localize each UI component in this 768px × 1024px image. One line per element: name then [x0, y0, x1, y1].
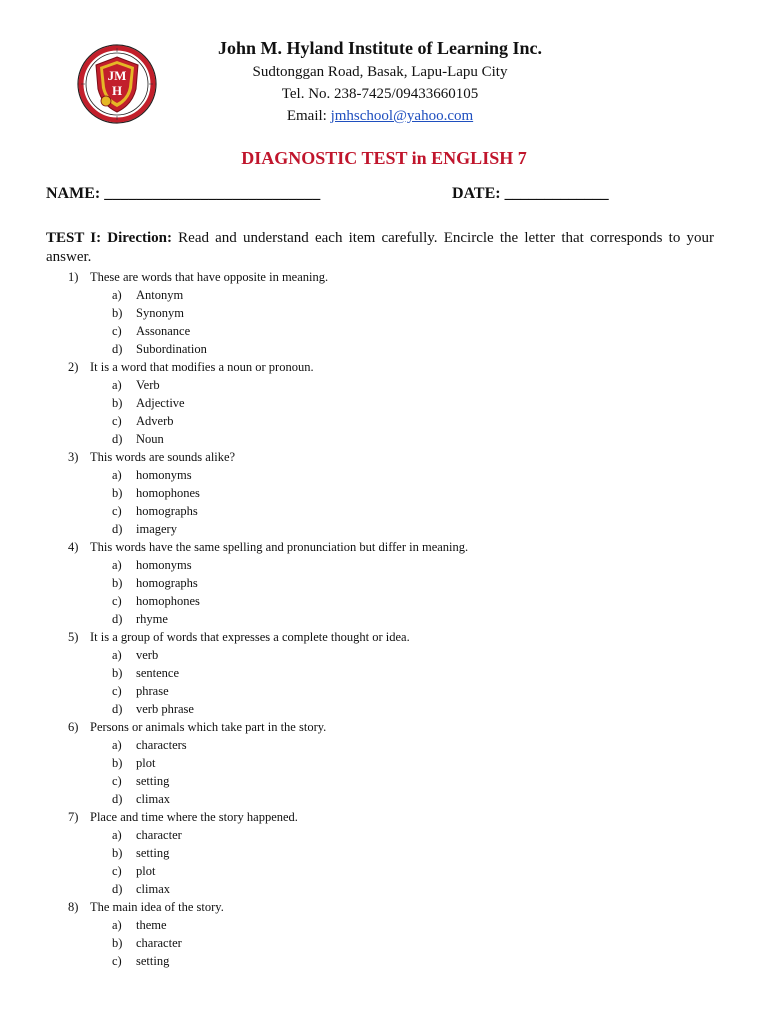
answer-option[interactable] [0, 412, 768, 430]
option-letter[interactable]: a) [112, 288, 122, 302]
question-number: 3) [68, 450, 79, 464]
option-letter[interactable]: c) [112, 594, 122, 608]
question-line [0, 358, 768, 376]
question-line [0, 808, 768, 826]
answer-option[interactable] [0, 754, 768, 772]
option-letter[interactable]: a) [112, 918, 122, 932]
option-text: plot [136, 756, 156, 770]
answer-option[interactable] [0, 520, 768, 538]
option-text: homographs [136, 504, 198, 518]
option-letter[interactable]: c) [112, 864, 122, 878]
option-letter[interactable]: b) [112, 306, 123, 320]
answer-option[interactable] [0, 880, 768, 898]
option-letter[interactable]: a) [112, 738, 122, 752]
option-letter[interactable]: c) [112, 954, 122, 968]
option-text: setting [136, 774, 170, 788]
option-letter[interactable]: b) [112, 486, 123, 500]
option-letter[interactable]: c) [112, 504, 122, 518]
question-number: 6) [68, 720, 79, 734]
option-text: setting [136, 954, 170, 968]
option-text: setting [136, 846, 170, 860]
question-number: 7) [68, 810, 79, 824]
question-item [0, 808, 768, 898]
answer-option[interactable] [0, 394, 768, 412]
option-text: character [136, 936, 182, 950]
school-logo [76, 43, 158, 125]
option-letter[interactable]: a) [112, 378, 122, 392]
option-letter[interactable]: b) [112, 846, 123, 860]
answer-option[interactable] [0, 340, 768, 358]
question-item [0, 358, 768, 448]
option-text: homographs [136, 576, 198, 590]
option-letter[interactable]: d) [112, 342, 123, 356]
direction-lead: TEST I: Direction: [46, 230, 172, 246]
answer-option[interactable] [0, 286, 768, 304]
question-text: Persons or animals which take part in the story. [90, 720, 327, 734]
option-text: homophones [136, 594, 200, 608]
option-text: Assonance [136, 324, 191, 338]
question-line [0, 898, 768, 916]
answer-option[interactable] [0, 376, 768, 394]
option-text: climax [136, 792, 171, 806]
option-text: phrase [136, 684, 169, 698]
option-letter[interactable]: a) [112, 468, 122, 482]
answer-option[interactable] [0, 430, 768, 448]
option-letter[interactable]: d) [112, 882, 123, 896]
option-text: Antonym [136, 288, 184, 302]
option-text: character [136, 828, 182, 842]
question-item [0, 538, 768, 628]
option-text: theme [136, 918, 167, 932]
question-item [0, 628, 768, 718]
date-field[interactable]: DATE: _____________ [452, 185, 609, 202]
answer-option[interactable] [0, 952, 768, 970]
question-item [0, 268, 768, 358]
option-text: characters [136, 738, 187, 752]
answer-option[interactable] [0, 646, 768, 664]
answer-option[interactable] [0, 700, 768, 718]
answer-option[interactable] [0, 664, 768, 682]
answer-option[interactable] [0, 862, 768, 880]
option-letter[interactable]: b) [112, 666, 123, 680]
answer-option[interactable] [0, 556, 768, 574]
question-item [0, 898, 768, 970]
option-letter[interactable]: c) [112, 774, 122, 788]
school-telephone: Tel. No. 238-7425/09433660105 [281, 86, 479, 102]
option-letter[interactable]: d) [112, 792, 123, 806]
option-letter[interactable]: d) [112, 612, 123, 626]
school-address: Sudtonggan Road, Basak, Lapu-Lapu City [252, 64, 508, 80]
option-letter[interactable]: a) [112, 828, 122, 842]
question-text: It is a word that modifies a noun or pronoun. [90, 360, 314, 374]
option-text: Verb [136, 378, 160, 392]
question-number: 4) [68, 540, 79, 554]
question-text: It is a group of words that expresses a complete thought or idea. [90, 630, 410, 644]
option-text: homophones [136, 486, 200, 500]
answer-option[interactable] [0, 790, 768, 808]
option-letter[interactable]: a) [112, 558, 122, 572]
option-letter[interactable]: b) [112, 936, 123, 950]
question-text: These are words that have opposite in meaning. [90, 270, 329, 284]
option-text: verb [136, 648, 159, 662]
answer-option[interactable] [0, 844, 768, 862]
question-line [0, 268, 768, 286]
question-list [0, 268, 768, 970]
answer-option[interactable] [0, 484, 768, 502]
answer-option[interactable] [0, 826, 768, 844]
option-text: homonyms [136, 468, 192, 482]
option-letter[interactable]: a) [112, 648, 122, 662]
question-text: This words are sounds alike? [90, 450, 236, 464]
logo-initials-top: JM [107, 68, 127, 83]
email-link[interactable]: jmhschool@yahoo.com [330, 108, 474, 124]
option-letter[interactable]: d) [112, 702, 123, 716]
answer-option[interactable] [0, 916, 768, 934]
answer-option[interactable] [0, 736, 768, 754]
answer-option[interactable] [0, 592, 768, 610]
question-line [0, 718, 768, 736]
answer-option[interactable] [0, 502, 768, 520]
name-field[interactable]: NAME: ___________________________ [46, 185, 321, 202]
option-text: Synonym [136, 306, 184, 320]
answer-option[interactable] [0, 466, 768, 484]
question-text: This words have the same spelling and pronunciation but differ in meaning. [90, 540, 469, 554]
answer-option[interactable] [0, 610, 768, 628]
test-direction [46, 229, 714, 267]
question-text: The main idea of the story. [90, 900, 224, 914]
answer-option[interactable] [0, 304, 768, 322]
option-text: homonyms [136, 558, 192, 572]
answer-option[interactable] [0, 682, 768, 700]
option-letter[interactable]: c) [112, 414, 122, 428]
question-item [0, 718, 768, 808]
question-line [0, 538, 768, 556]
option-text: Adjective [136, 396, 185, 410]
test-title: DIAGNOSTIC TEST in ENGLISH 7 [241, 148, 527, 168]
option-letter[interactable]: b) [112, 396, 123, 410]
answer-option[interactable] [0, 574, 768, 592]
option-letter[interactable]: d) [112, 432, 123, 446]
option-text: climax [136, 882, 171, 896]
question-number: 1) [68, 270, 79, 284]
option-letter[interactable]: b) [112, 756, 123, 770]
school-name: John M. Hyland Institute of Learning Inc. [217, 38, 543, 58]
option-text: imagery [136, 522, 177, 536]
option-text: verb phrase [136, 702, 194, 716]
answer-option[interactable] [0, 322, 768, 340]
email-label: Email: [286, 108, 331, 124]
question-text: Place and time where the story happened. [90, 810, 298, 824]
option-letter[interactable]: c) [112, 324, 122, 338]
question-number: 8) [68, 900, 79, 914]
option-text: rhyme [136, 612, 168, 626]
option-letter[interactable]: c) [112, 684, 122, 698]
option-text: plot [136, 864, 156, 878]
question-line [0, 448, 768, 466]
option-text: Adverb [136, 414, 174, 428]
question-item [0, 448, 768, 538]
question-line [0, 628, 768, 646]
logo-initials-bottom: H [111, 83, 123, 98]
question-number: 5) [68, 630, 79, 644]
answer-option[interactable] [0, 934, 768, 952]
option-text: Subordination [136, 342, 207, 356]
option-letter[interactable]: d) [112, 522, 123, 536]
question-number: 2) [68, 360, 79, 374]
school-email-line [160, 108, 600, 125]
option-text: Noun [136, 432, 164, 446]
answer-option[interactable] [0, 772, 768, 790]
option-letter[interactable]: b) [112, 576, 123, 590]
option-text: sentence [136, 666, 180, 680]
direction-text: Read and understand each item carefully. Encircle the letter that corresponds to your answer. [46, 230, 715, 265]
